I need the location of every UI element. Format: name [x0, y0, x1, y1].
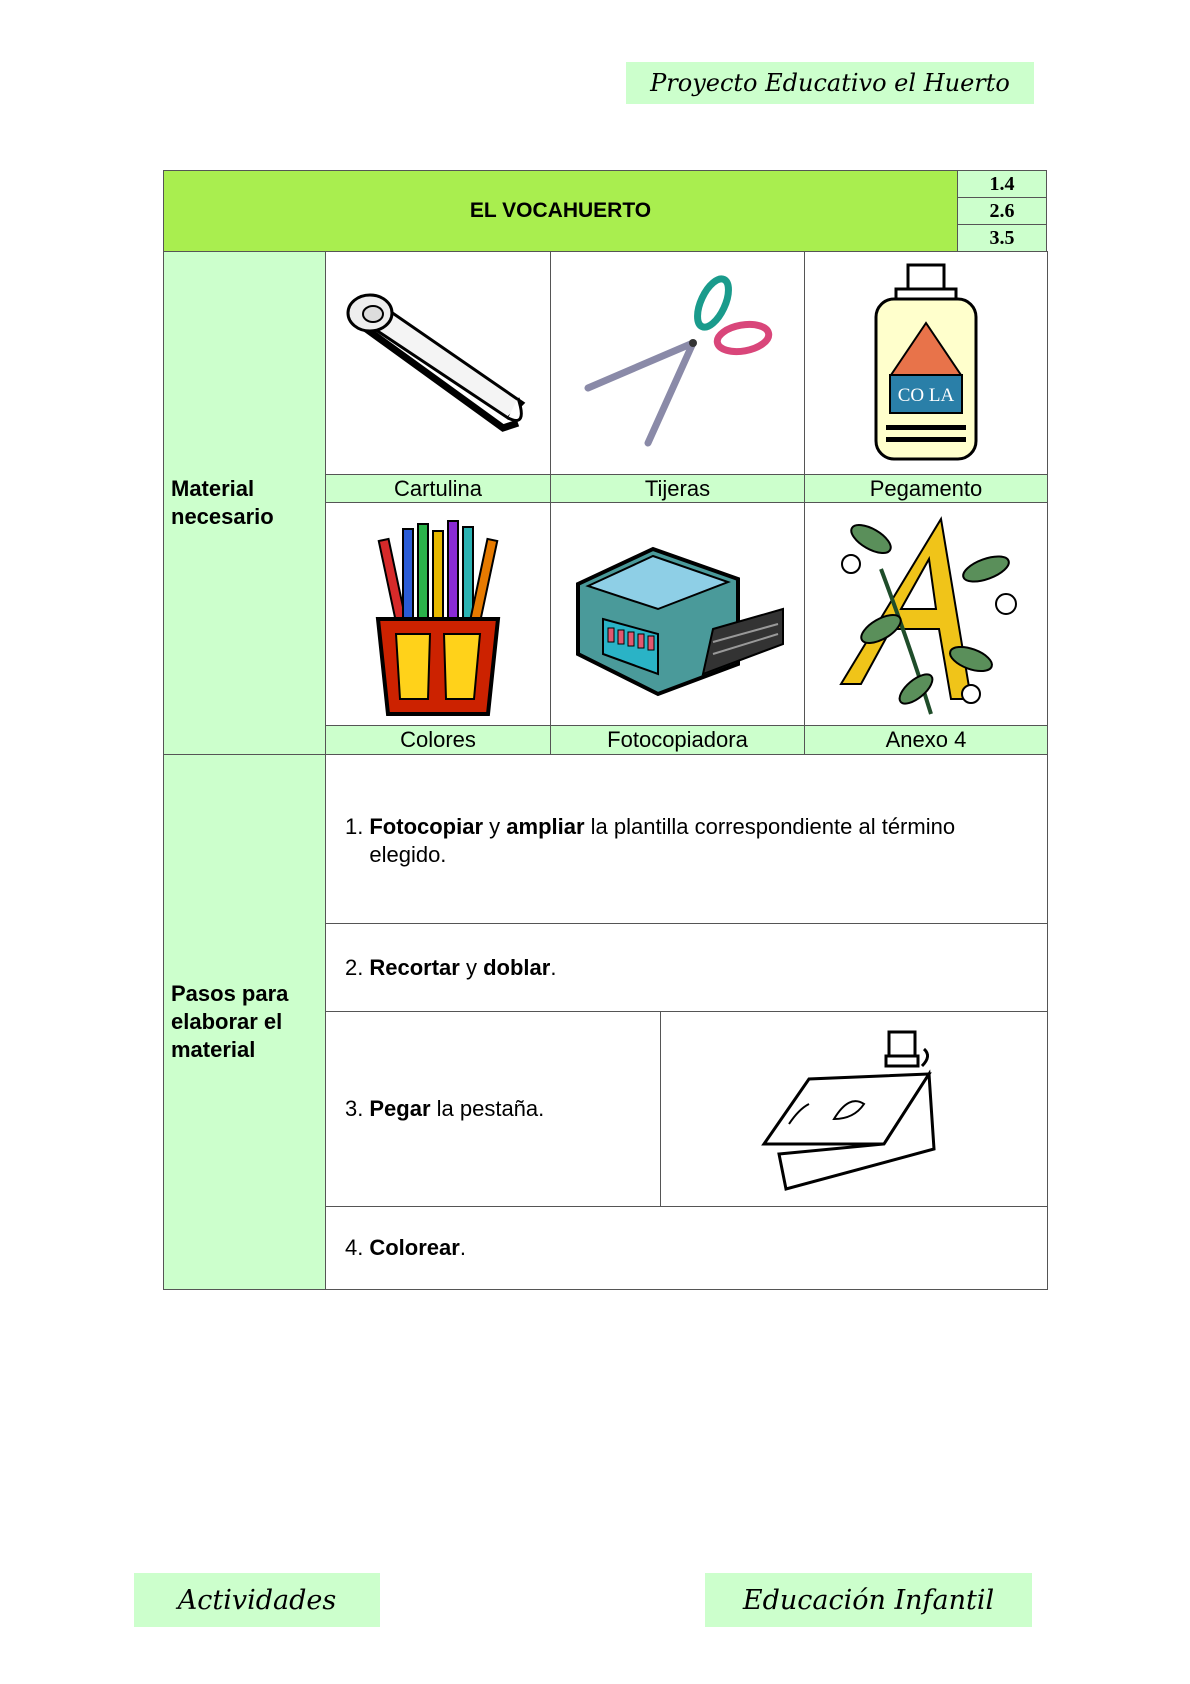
paper-roll-icon — [338, 278, 538, 448]
step-number: 2. — [345, 954, 364, 980]
material-image-pegamento — [804, 251, 1048, 475]
project-header — [626, 62, 1034, 104]
folded-card-glue-icon — [754, 1024, 954, 1194]
material-label: Anexo 4 — [804, 725, 1048, 755]
step-3: 3. Pegar la pestaña. — [325, 1011, 661, 1207]
material-image-fotocopiadora — [550, 502, 805, 726]
step-number: 4. — [345, 1235, 364, 1260]
step-3-illustration — [660, 1011, 1048, 1207]
material-label: Fotocopiadora — [550, 725, 805, 755]
step-2: 2. Recortar y doblar . — [325, 923, 1048, 1012]
activity-title-text: EL VOCAHUERTO — [469, 199, 652, 222]
flower-letter-a-icon — [821, 509, 1031, 719]
footer-left: Actividades — [134, 1573, 380, 1627]
colored-pencils-icon — [368, 509, 508, 719]
glue-bottle-text: CO LA — [897, 385, 955, 406]
photocopier-icon — [563, 524, 793, 704]
activity-code: 1.4 — [957, 170, 1047, 198]
project-header-text: Proyecto Educativo el Huerto — [650, 69, 1010, 97]
material-label: Cartulina — [325, 474, 551, 503]
material-image-anexo-4 — [804, 502, 1048, 726]
activity-code: 3.5 — [957, 224, 1047, 252]
activity-title — [163, 170, 958, 252]
step-1: 1. Fotocopiar y ampliar la plantilla correspondiente al término elegido. — [325, 754, 1048, 924]
material-image-colores — [325, 502, 551, 726]
materials-section-label: Material necesario — [163, 251, 326, 755]
step-4: 4. Colorear . — [325, 1206, 1048, 1290]
footer-right: Educación Infantil — [705, 1573, 1032, 1627]
material-label: Pegamento — [804, 474, 1048, 503]
material-image-tijeras — [550, 251, 805, 475]
material-label: Tijeras — [550, 474, 805, 503]
material-image-cartulina — [325, 251, 551, 475]
step-number: 1. — [345, 814, 364, 839]
glue-bottle-icon — [866, 263, 986, 463]
material-label: Colores — [325, 725, 551, 755]
steps-section-label: Pasos para elaborar el material — [163, 754, 326, 1290]
step-number: 3. — [345, 1096, 364, 1121]
activity-code: 2.6 — [957, 197, 1047, 225]
scissors-icon — [578, 273, 778, 453]
